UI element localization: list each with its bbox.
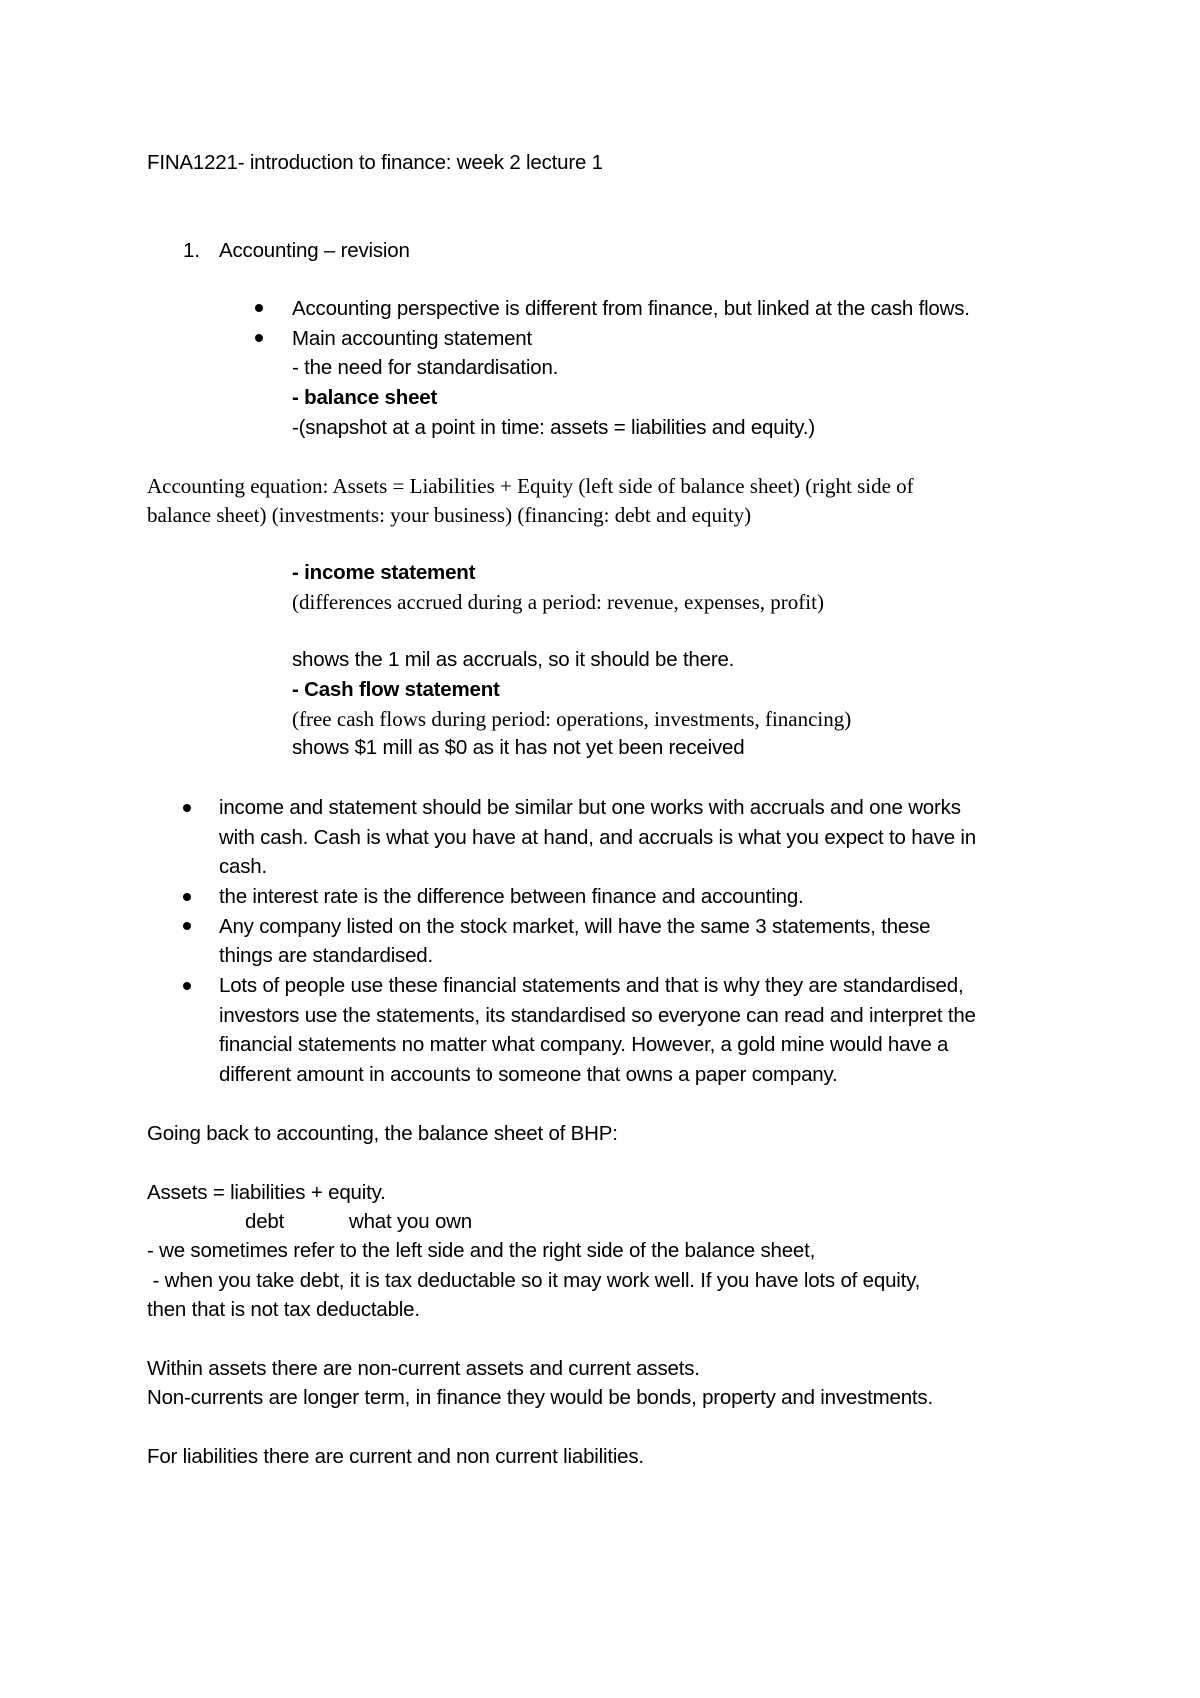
- cash-flow-note: (free cash flows during period: operations, investments, financing): [292, 707, 852, 731]
- assets-note: Non-currents are longer term, in finance they would be bonds, property and investments.: [147, 1386, 933, 1409]
- tax-note: then that is not tax deductable.: [147, 1298, 420, 1321]
- equation-line: balance sheet) (investments: your business) (financing: debt and equity): [147, 503, 752, 527]
- liabilities-note: For liabilities there are current and non current liabilities.: [147, 1445, 644, 1468]
- assets-note: Within assets there are non-current assets and current assets.: [147, 1357, 700, 1380]
- bullet-icon: [255, 304, 263, 312]
- cash-flow-shows: shows $1 mill as $0 as it has not yet been received: [292, 736, 745, 759]
- equation-line: Accounting equation: Assets = Liabilities + Equity (left side of balance sheet) (right side of: [147, 474, 914, 498]
- sub-bullet-text: Accounting perspective is different from finance, but linked at the cash flows.: [292, 297, 970, 320]
- sub-bullet-text: Main accounting statement: [292, 327, 532, 350]
- main-bullet-text: different amount in accounts to someone that owns a paper company.: [219, 1063, 838, 1086]
- own-label: what you own: [349, 1210, 472, 1233]
- main-bullet-text: the interest rate is the difference between finance and accounting.: [219, 885, 804, 908]
- main-bullet-text: cash.: [219, 855, 267, 878]
- accruals-note: shows the 1 mil as accruals, so it should be there.: [292, 648, 735, 671]
- section-number: 1.: [183, 239, 200, 262]
- bullet-icon: [183, 804, 191, 812]
- balance-sheet-label: - balance sheet: [292, 386, 438, 409]
- debt-label: debt: [245, 1210, 285, 1233]
- main-bullet-text: things are standardised.: [219, 944, 434, 967]
- main-bullet-text: Lots of people use these financial statements and that is why they are standardised,: [219, 974, 964, 997]
- section-heading: Accounting – revision: [219, 239, 410, 262]
- bhp-intro: Going back to accounting, the balance sheet of BHP:: [147, 1122, 618, 1145]
- document-title: FINA1221- introduction to finance: week 2 lecture 1: [147, 151, 603, 174]
- income-statement-note: (differences accrued during a period: revenue, expenses, profit): [292, 590, 824, 614]
- balance-sheet-note: -(snapshot at a point in time: assets = liabilities and equity.): [292, 416, 815, 439]
- left-right-note: - we sometimes refer to the left side and the right side of the balance sheet,: [147, 1239, 816, 1262]
- main-bullet-text: financial statements no matter what company. However, a gold mine would have a: [219, 1033, 949, 1056]
- bullet-icon: [183, 922, 191, 930]
- bullet-icon: [255, 334, 263, 342]
- main-bullet-text: income and statement should be similar but one works with accruals and one works: [219, 796, 961, 819]
- main-bullet-text: investors use the statements, its standardised so everyone can read and interpret the: [219, 1004, 976, 1027]
- cash-flow-label: - Cash flow statement: [292, 678, 500, 701]
- bullet-icon: [183, 982, 191, 990]
- main-bullet-text: with cash. Cash is what you have at hand, and accruals is what you expect to have in: [219, 826, 976, 849]
- tax-note: - when you take debt, it is tax deductable so it may work well. If you have lots of equity,: [147, 1269, 921, 1292]
- income-statement-label: - income statement: [292, 561, 476, 584]
- bhp-equation: Assets = liabilities + equity.: [147, 1181, 386, 1204]
- standardisation-note: - the need for standardisation.: [292, 356, 559, 379]
- bullet-icon: [183, 893, 191, 901]
- main-bullet-text: Any company listed on the stock market, will have the same 3 statements, these: [219, 915, 931, 938]
